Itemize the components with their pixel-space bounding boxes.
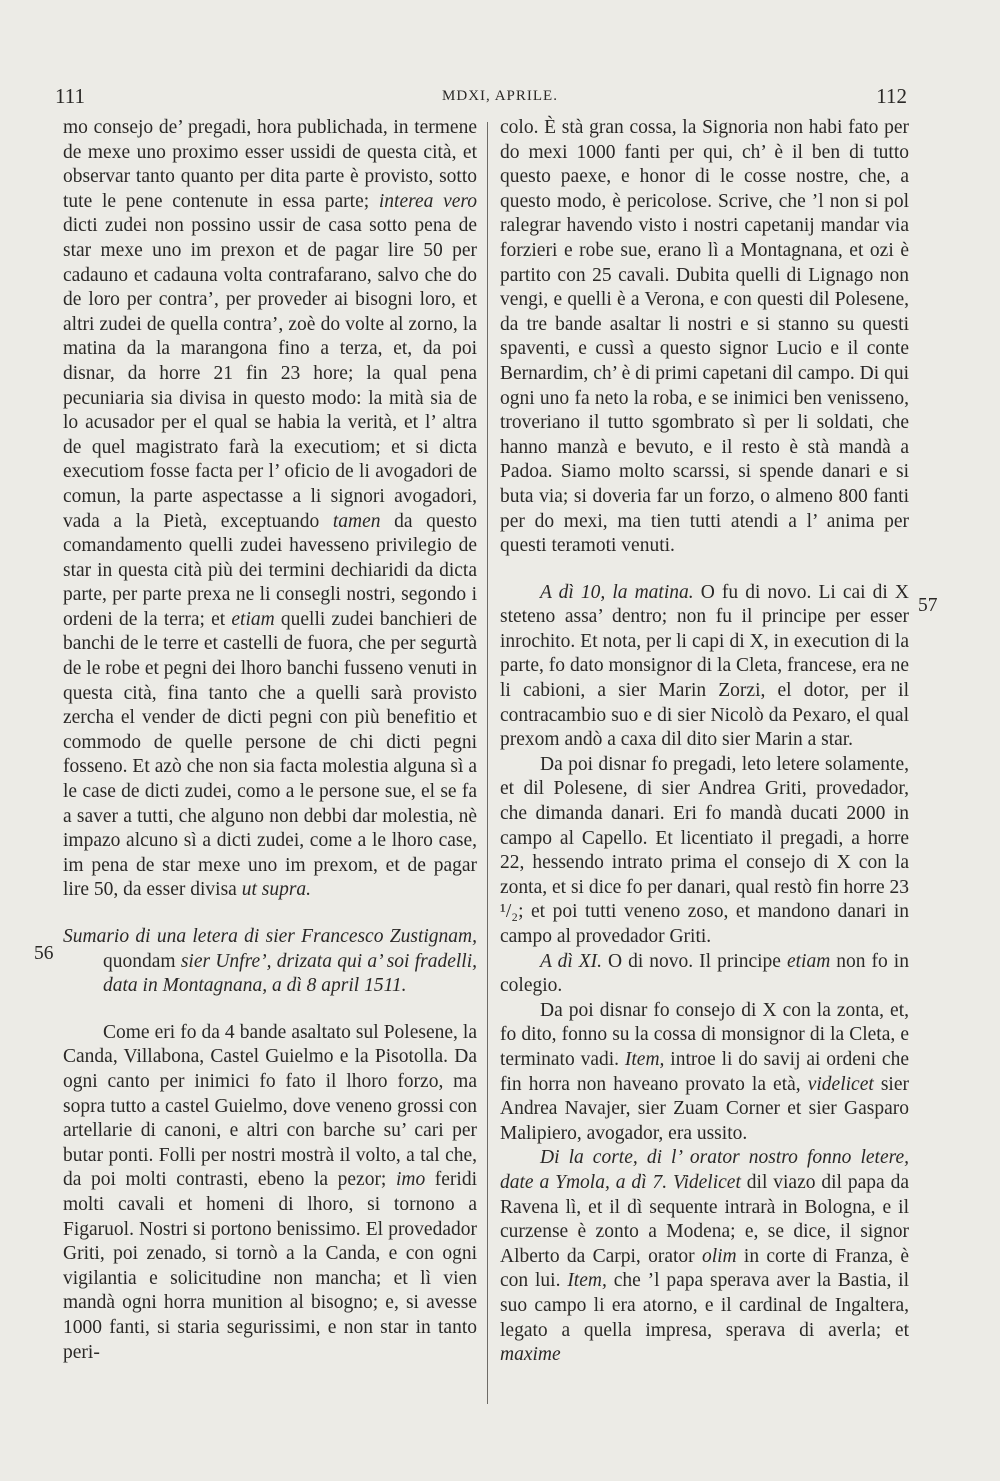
paragraph: A dì 10, la matina. O fu di novo. Li cai di X steteno assa’ dentro; non fu il principe per esser inrochito. Et nota, per li capi di X, in execution di la parte, fo dato monsignor di la Cleta, francese, era ne li cabioni, a sier Marin Zorzi, el dotor, per il contracambio suo e di sier Nicolò da Pexaro, el qual prexom andò a caxa dil dito sier Marin a star. (500, 581, 909, 751)
paragraph: Da poi disnar fo consejo di X con la zonta, et, fo dito, fonno su la cossa di monsignor di la Cleta, e terminato vadi. Item, introe li do savij ai ordeni che fin horra non haveano provato la età, videlicet sier Andrea Navajer, sier Zuam Corner et sier Gasparo Malipiero, avogador, era ussito. (500, 999, 910, 1144)
spacer (63, 903, 477, 925)
right-column (500, 116, 909, 1368)
running-title: MDXI, APRILE. (442, 88, 558, 104)
paragraph: Di la corte, di l’ orator nostro fonno letere, date a Ymola, a dì 7. Videlicet dil viazo dil papa da Ravena lì, et il dì sequente intrarà in Bologna, e il curzense è zonto a Modena; e, se dice, il signor Alberto da Carpi, orator olim in corte di Franza, è con lui. Item, che ’l papa sperava aver la Bastia, il suo campo li era atorno, e il cardinal de Ingaltera, legato a quella impresa, sperava di averla; et maxime (500, 1147, 910, 1366)
paragraph: Da poi disnar fo pregadi, leto letere solamente, et dil Polesene, di sier Andrea Griti, provedador, che dimanda danari. Eri fo mandà ducati 2000 in campo al Capello. Et licentiato il pregadi, a horre 22, hessendo intrato prima el consejo di X con la zonta, et si dice fo per danari, qual restò fin horre 23 ¹/₂; et poi tutti veneno zoso, et mandono danari in campo al provedador Griti. (500, 753, 909, 947)
paragraph: A dì XI. O di novo. Il principe etiam non fo in colegio. (500, 950, 909, 997)
margin-note-57: 57 (918, 595, 938, 616)
summary-heading: Sumario di una letera di sier Francesco Zustignam, quondam sier Unfre’, drizata qui a’ soi fradelli, data in Montagnana, a dì 8 april 1511. (63, 926, 477, 997)
page-number-left: 111 (55, 84, 85, 108)
left-column (63, 116, 477, 1365)
page-number-right: 112 (876, 84, 907, 108)
paragraph: colo. È stà gran cossa, la Signoria non habi fato per do mexi 1000 fanti per qui, ch’ è il ben di tutto questo paexe, e honor di le cosse nostre, che, a questo modo, è pericolose. Scrive, che ’l non si pol ralegrar havendo visto i nostri capetanij mandar via forzieri e robe sue, erano lì a Montagnana, et ozi è partito con 25 cavali. Dubita quelli di Lignago non vengi, e quelli è a Verona, e con questi dil Polesene, da tre bande asaltar li nostri e si stanno su questi spaventi, e cussì a questo signor Lucio e il conte Bernardim, ch’ è di primi capetani dil campo. Di qui ogni uno fa neto la roba, e se inimici ben venisseno, troveriano il tutto sgombrato sì per li soldati, che hanno manzà e bevuto, e il resto è stà mandà a Padoa. Siamo molto scarssi, si spende danari e si buta via; si doveria far un forzo, o almeno 800 fanti per do mexi, ma tien tutti atendi a l’ anima per questi teramoti venuti. (500, 117, 909, 557)
paragraph: Come eri fo da 4 bande asaltato sul Polesene, la Canda, Villabona, Castel Guielmo e la Pisotolla. Da ogni canto per inimici fo fato il lhoro forzo, ma sopra tutto a castel Guielmo, dove veneno grossi con artellarie di canoni, e altri con barche su’ cari per butar ponti. Folli per nostri mostrà il volto, a tal che, da poi molti contrasti, ebeno la pezor; imo feridi molti cavali et homeni di lhoro, si tornono a Figaruol. Nostri si portono benissimo. El provedador Griti, poi zenado, si tornò a la Canda, e con ogni vigilantia e solicitudine non mancha; et lì vien mandà ogni horra munition al bisogno; e, si avesse 1000 fanti, si staria segurissimi, e non star in tanto peri- (63, 1021, 477, 1363)
margin-note-56: 56 (34, 943, 54, 964)
spacer (63, 999, 477, 1021)
spacer (500, 559, 909, 581)
paragraph: mo consejo de’ pregadi, hora publichada, in termene de mexe uno proximo esser ussidi de questa cità, et observar tanto quanto per dita parte è provisto, sotto tute le pene contenute in essa parte; interea vero dicti zudei non possino ussir de casa sotto pena de star mexe uno im prexon et de pagar lire 50 per cadauno et cadauna volta contrafarano, salvo che do de loro per contra’, per proveder ai bisogni loro, et altri zudei de quella contra’, zoè do volte al zorno, la matina da la marangona fino a terza, et, da poi disnar, da horre 21 fin 23 hore; la qual pena pecuniaria sia divisa in questo modo: la mità sia de lo acusador per el qual se habia la verità, et l’ altra de quel magistrato farà la executiom; et si dicta executiom fosse facta per l’ oficio de li avogadori de comun, la parte aspectasse a li signori avogadori, vada a la Pietà, exceptuando tamen da questo comandamento quelli zudei havesseno privilegio de star in questa cità più dei termini dechiaridi da dicta parte, per parte prexa ne li consegli nostri, segondo i ordeni de la terra; et etiam quelli zudei banchieri de banchi de le terre et castelli de fuora, che per segurtà de le robe et pegni dei lhoro banchi fusseno venuti in questa cità, fina tanto che a quelli sarà provisto zercha el vender de dicti pegni con più benefitio et commodo de quelle persone de chi dicti pegni fosseno. Et azò che non sia facta molestia alguna sì a le case de dicti zudei, como a le persone sue, el se fa a saver a tutti, che alguno non debbi dar molestia, nè impazo alcuno sì a dicti zudei, come a le lhoro case, im pena de star mexe uno im prexom, et de pagar lire 50, da esser divisa ut supra. (63, 117, 478, 901)
column-divider (487, 122, 488, 1404)
